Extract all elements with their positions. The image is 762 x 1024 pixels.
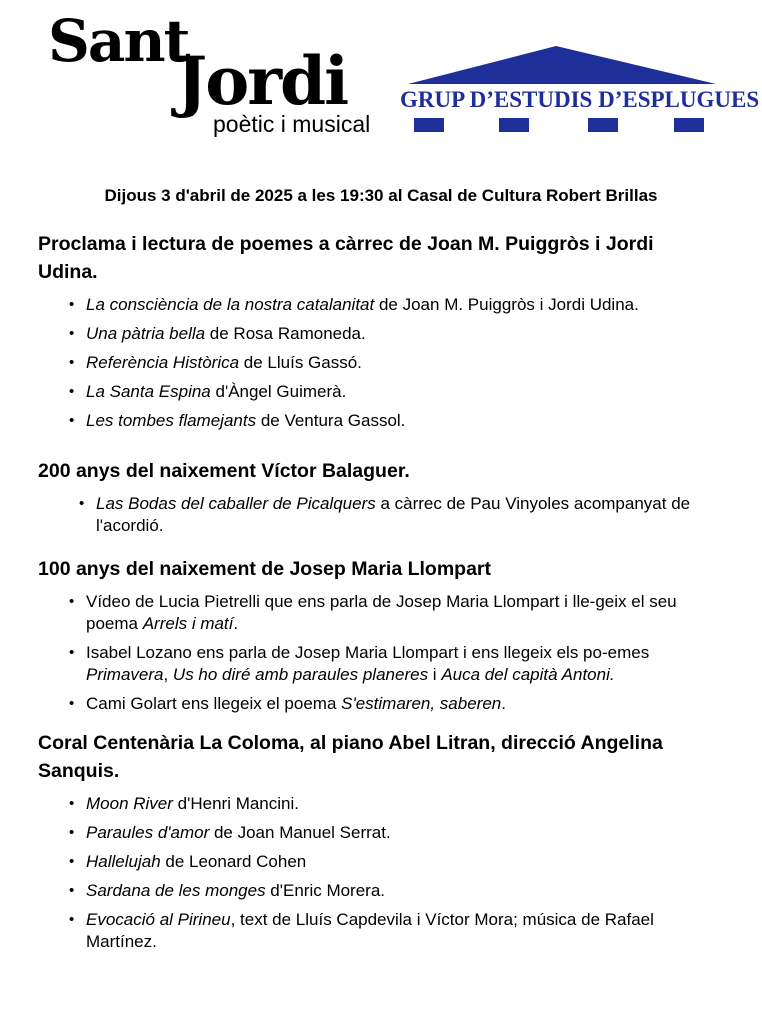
section-proclama (38, 230, 718, 432)
section-title: 100 anys del naixement de Josep Maria Llompart (38, 558, 492, 580)
work-title: Evocació al Pirineu (86, 910, 231, 929)
work-author: de Joan Manuel Serrat. (209, 823, 391, 842)
work-title: Referència Històrica (86, 353, 240, 372)
performance-list (38, 493, 718, 537)
sant-jordi-logo (48, 7, 378, 137)
work-author: d'Enric Morera. (265, 881, 386, 900)
list-item (86, 822, 718, 844)
section-coral (38, 729, 718, 953)
logo-jordi-text: Jordi (176, 42, 348, 120)
item-text: Isabel Lozano ens parla de Josep Maria Llompart i ens llegeix els po-emes (86, 643, 650, 662)
list-item (86, 352, 718, 374)
work-title: Les tombes flamejants (86, 411, 257, 430)
poem-list (38, 294, 718, 432)
work-author: , text de Lluís Capdevila i Víctor Mora; música de Rafael Martínez. (86, 910, 654, 951)
work-author: de Rosa Ramoneda. (205, 324, 366, 343)
list-item (86, 381, 718, 403)
work-author: de Leonard Cohen (160, 852, 307, 871)
item-text: i (428, 665, 442, 684)
list-item (86, 909, 718, 953)
work-title: Paraules d'amor (86, 823, 210, 842)
list-item (96, 493, 718, 537)
list-item (86, 693, 718, 715)
section-title: Proclama i lectura de poemes a càrrec de Joan M. Puiggròs i Jordi Udina. (38, 233, 654, 283)
list-item (86, 323, 718, 345)
list-item (86, 294, 718, 316)
item-text: Cami Golart ens llegeix el poema (86, 694, 342, 713)
work-title: Arrels i matí (142, 614, 234, 633)
logo-subtitle: poètic i musical (213, 111, 371, 137)
work-title: Una pàtria bella (86, 324, 206, 343)
work-author: de Joan M. Puiggròs i Jordi Udina. (374, 295, 639, 314)
work-author: de Lluís Gassó. (239, 353, 362, 372)
work-title: Hallelujah (86, 852, 161, 871)
activity-list (38, 591, 718, 715)
list-item (86, 642, 718, 686)
logo-sant-text: Sant (48, 7, 189, 75)
work-title: La consciència de la nostra catalanitat (86, 295, 375, 314)
header (0, 0, 762, 150)
item-text: Vídeo de Lucia Pietrelli que ens parla de Josep Maria Llompart i lle-geix el seu poema (86, 592, 677, 633)
program-content (38, 230, 718, 960)
section-balaguer (38, 457, 718, 537)
work-title: Moon River (86, 794, 173, 813)
list-item (86, 410, 718, 432)
list-item (86, 591, 718, 635)
work-title: Auca del capità Antoni. (441, 665, 615, 684)
list-item (86, 851, 718, 873)
work-title: Las Bodas del caballer de Picalquers (96, 494, 376, 513)
song-list (38, 793, 718, 953)
work-title: S'estimaren, saberen (341, 694, 502, 713)
event-date-line: Dijous 3 d'abril de 2025 a les 19:30 al Casal de Cultura Robert Brillas (104, 186, 658, 205)
list-item (86, 880, 718, 902)
section-llompart (38, 555, 718, 715)
work-title: Us ho diré amb paraules planeres (172, 665, 429, 684)
work-title: Sardana de les monges (86, 881, 266, 900)
item-text: . (501, 694, 506, 713)
work-author: d'Henri Mancini. (172, 794, 299, 813)
section-title: 200 anys del naixement Víctor Balaguer. (38, 460, 410, 482)
group-name: GRUP D’ESTUDIS D’ESPLUGUES (400, 87, 760, 112)
work-title: Primavera (86, 665, 164, 684)
section-title: Coral Centenària La Coloma, al piano Abel Litran, direcció Angelina Sanquis. (38, 732, 663, 782)
grup-estudis-logo (400, 40, 760, 136)
work-author: a càrrec de Pau Vinyoles acompanyat de l'acordió. (96, 494, 691, 535)
list-item (86, 793, 718, 815)
work-author: d'Àngel Guimerà. (210, 382, 347, 401)
item-text: , (163, 665, 173, 684)
work-title: La Santa Espina (86, 382, 211, 401)
work-author: de Ventura Gassol. (256, 411, 406, 430)
item-text: . (233, 614, 239, 633)
